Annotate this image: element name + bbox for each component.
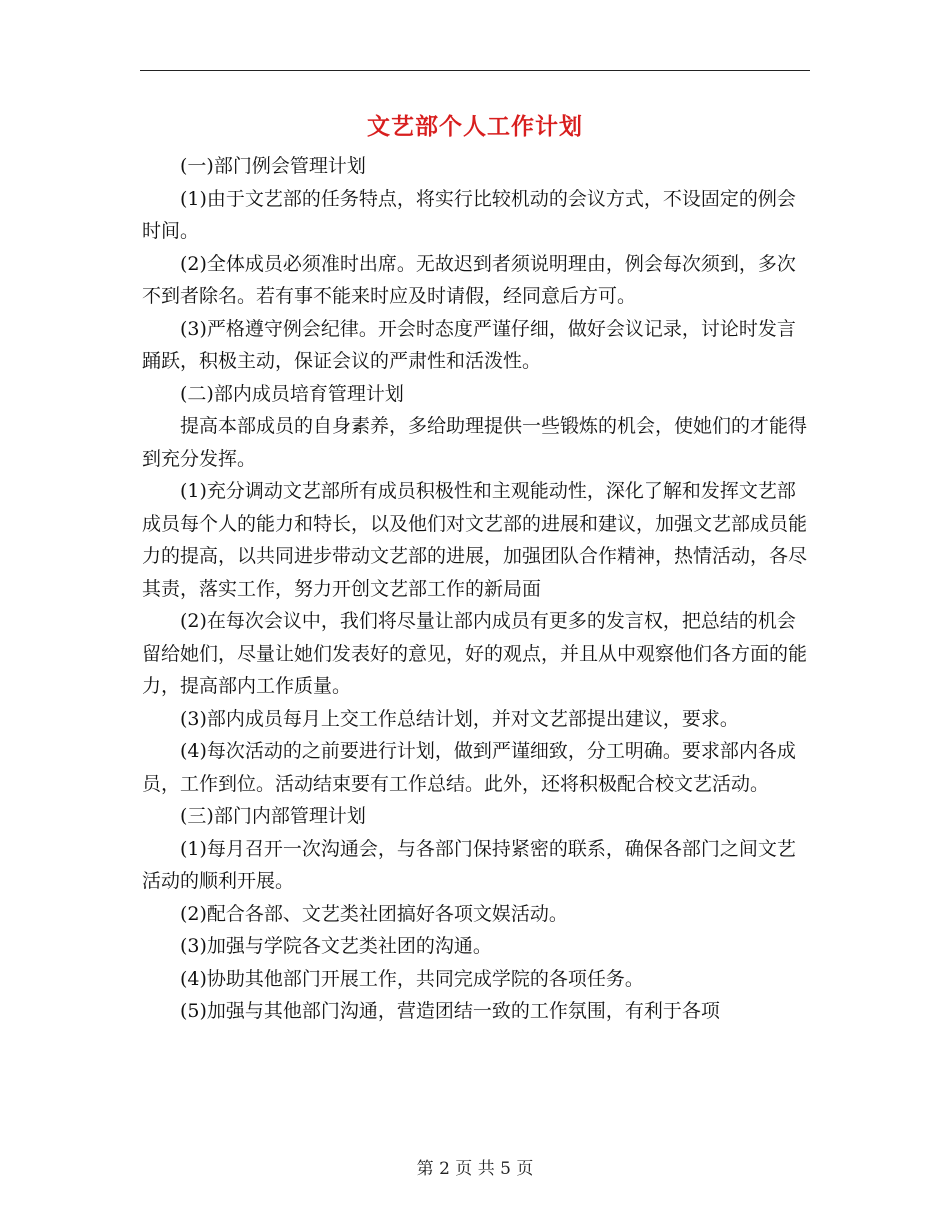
paragraph: (3)严格遵守例会纪律。开会时态度严谨仔细，做好会议记录，讨论时发言踊跃，积极主动，保证会议的严肃性和活泼性。 [142, 317, 796, 372]
page-number: 第 2 页 共 5 页 [416, 1159, 534, 1179]
paragraph: 提高本部成员的自身素养，多给助理提供一些锻炼的机会，使她们的才能得到充分发挥。 [142, 415, 808, 470]
paragraph: (1)充分调动文艺部所有成员积极性和主观能动性，深化了解和发挥文艺部成员每个人的能力和特长，以及他们对文艺部的进展和建议，加强文艺部成员能力的提高，以共同进步带动文艺部的进展，加强团队合作精神，热情活动，各尽其责，落实工作，努力开创文艺部工作的新局面 [142, 480, 808, 600]
paragraph: (4)协助其他部门开展工作，共同完成学院的各项任务。 [142, 967, 644, 990]
paragraph: (5)加强与其他部门沟通，营造团结一致的工作氛围，有利于各项 [142, 1000, 720, 1022]
paragraph: (3)部内成员每月上交工作总结计划，并对文艺部提出建议，要求。 [142, 707, 739, 730]
paragraph: (3)加强与学院各文艺类社团的沟通。 [142, 935, 492, 957]
header-rule [140, 70, 810, 71]
paragraph: (2)在每次会议中，我们将尽量让部内成员有更多的发言权，把总结的机会留给她们，尽量让她们发表好的意见，好的观点，并且从中观察他们各方面的能力，提高部内工作质量。 [142, 610, 808, 697]
paragraph: (2)全体成员必须准时出席。无故迟到者须说明理由，例会每次须到，多次不到者除名。若有事不能来时应及时请假，经同意后方可。 [142, 252, 796, 307]
paragraph: (1)每月召开一次沟通会，与各部门保持紧密的联系，确保各部门之间文艺活动的顺利开展。 [142, 837, 796, 892]
paragraph: (4)每次活动的之前要进行计划，做到严谨细致，分工明确。要求部内各成员，工作到位。活动结束要有工作总结。此外，还将积极配合校文艺活动。 [142, 740, 796, 795]
document-title: 文艺部个人工作计划 [367, 113, 583, 140]
document-body [142, 150, 807, 1028]
paragraph: (1)由于文艺部的任务特点，将实行比较机动的会议方式，不设固定的例会时间。 [142, 187, 796, 242]
paragraph: (一)部门例会管理计划 [142, 155, 366, 177]
paragraph: (2)配合各部、文艺类社团搞好各项文娱活动。 [142, 902, 568, 925]
paragraph: (三)部门内部管理计划 [142, 805, 366, 827]
paragraph: (二)部内成员培育管理计划 [142, 382, 404, 405]
